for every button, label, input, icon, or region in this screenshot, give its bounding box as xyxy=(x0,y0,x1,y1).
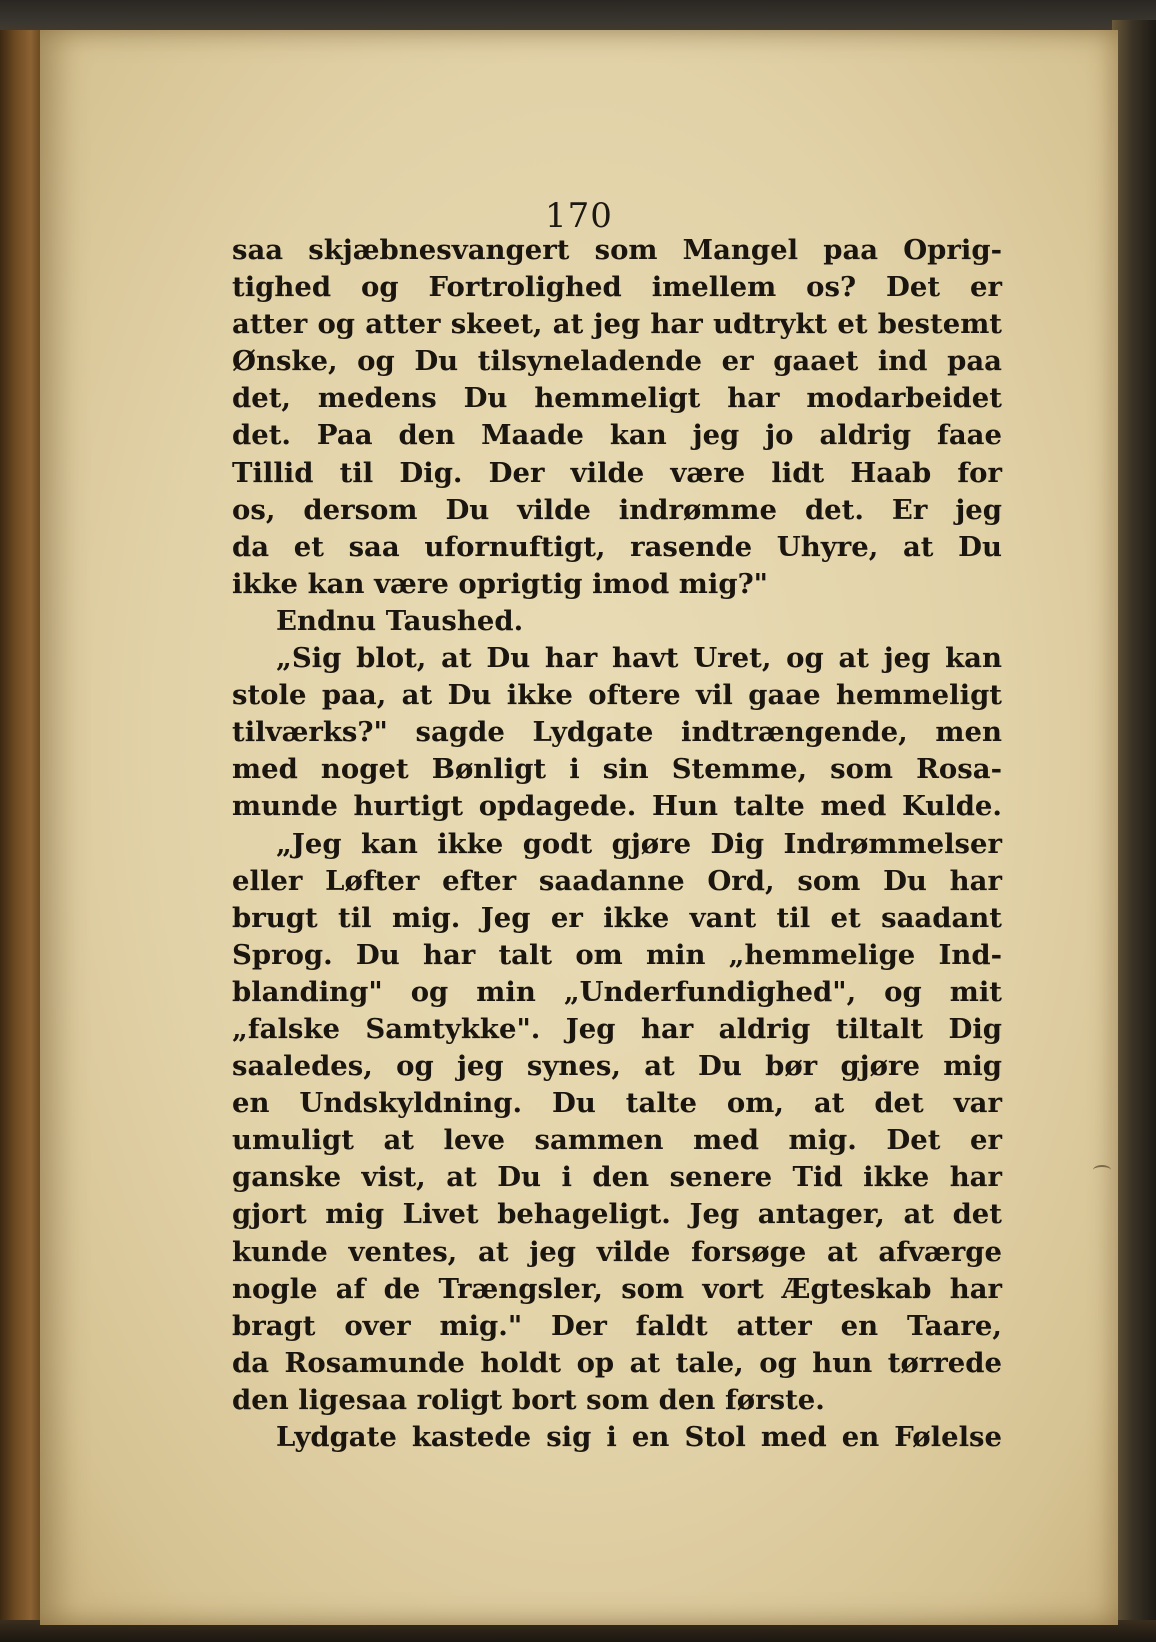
text-line: „Sig blot, at Du har havt Uret, og at jeg kan xyxy=(276,642,1002,675)
text-line: munde hurtigt opdagede. Hun talte med Kulde. xyxy=(232,790,1002,823)
page-number: 170 xyxy=(545,196,613,236)
text-line: med noget Bønligt i sin Stemme, som Rosa- xyxy=(232,753,1002,786)
text-line: saaledes, og jeg synes, at Du bør gjøre mig xyxy=(232,1050,1002,1083)
text-line: atter og atter skeet, at jeg har udtrykt et bestemt xyxy=(232,308,1002,341)
text-line: tilværks?" sagde Lydgate indtrængende, men xyxy=(232,716,1002,749)
text-line: Ønske, og Du tilsyneladende er gaaet ind paa xyxy=(232,345,1002,378)
text-line: kunde ventes, at jeg vilde forsøge at afværge xyxy=(232,1235,1002,1268)
margin-mark xyxy=(1093,1165,1111,1175)
text-line: brugt til mig. Jeg er ikke vant til et saadant xyxy=(232,901,1002,934)
book-right-edge xyxy=(1112,20,1156,1642)
text-line: gjort mig Livet behageligt. Jeg antager, at det xyxy=(232,1198,1002,1231)
text-line: blanding" og min „Underfundighed", og mit xyxy=(232,975,1002,1008)
body-text xyxy=(232,232,1002,1456)
text-line: „Jeg kan ikke godt gjøre Dig Indrømmelser xyxy=(276,827,1002,860)
book-left-edge xyxy=(0,30,44,1642)
text-line: saa skjæbnesvangert som Mangel paa Oprig- xyxy=(232,234,1002,266)
text-line: en Undskyldning. Du talte om, at det var xyxy=(232,1087,1002,1120)
text-line: den ligesaa roligt bort som den første. xyxy=(232,1383,825,1416)
text-line: os, dersom Du vilde indrømme det. Er jeg xyxy=(232,493,1002,526)
text-line: Endnu Taushed. xyxy=(276,604,524,637)
text-line: Lydgate kastede sig i en Stol med en Følelse xyxy=(276,1421,1002,1453)
text-line: ikke kan være oprigtig imod mig?" xyxy=(232,567,769,600)
text-line: umuligt at leve sammen med mig. Det er xyxy=(232,1124,1002,1157)
text-line: det. Paa den Maade kan jeg jo aldrig faae xyxy=(232,419,1002,452)
text-line: ganske vist, at Du i den senere Tid ikke har xyxy=(232,1161,1002,1194)
text-line: stole paa, at Du ikke oftere vil gaae hemmeligt xyxy=(232,679,1002,712)
text-line: „falske Samtykke". Jeg har aldrig tiltalt Dig xyxy=(232,1012,1002,1045)
text-line: bragt over mig." Der faldt atter en Taare, xyxy=(232,1309,1002,1342)
text-line: nogle af de Trængsler, som vort Ægteskab har xyxy=(232,1272,1002,1305)
text-line: det, medens Du hemmeligt har modarbeidet xyxy=(232,382,1002,415)
text-line: tighed og Fortrolighed imellem os? Det er xyxy=(232,271,1002,304)
text-line: da et saa ufornuftigt, rasende Uhyre, at Du xyxy=(232,530,1002,563)
text-line: Sprog. Du har talt om min „hemmelige Ind- xyxy=(232,938,1002,971)
text-line: eller Løfter efter saadanne Ord, som Du har xyxy=(232,864,1002,897)
text-line: Tillid til Dig. Der vilde være lidt Haab for xyxy=(232,456,1002,489)
text-line: da Rosamunde holdt op at tale, og hun tørrede xyxy=(232,1346,1002,1379)
